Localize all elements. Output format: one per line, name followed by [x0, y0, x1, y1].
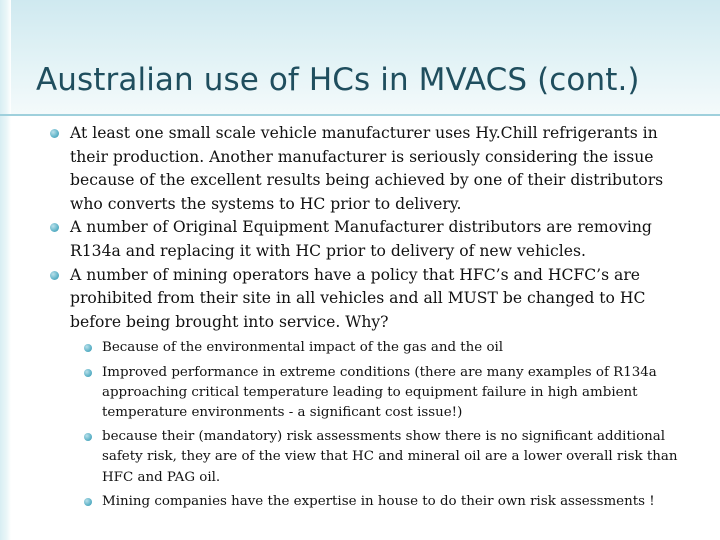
slide-title: Australian use of HCs in MVACS (cont.) — [36, 62, 640, 98]
bullet-text: At least one small scale vehicle manufacturer uses Hy.Chill refrigerants in their production. Another manufacturer is seriously considering the issue because of the excellent results being achieved by one of their distributors who converts the systems to HC prior to delivery. — [70, 124, 664, 213]
bullet-dot-icon — [50, 129, 59, 138]
bullet-dot-icon — [50, 271, 59, 280]
title-underline — [0, 114, 720, 116]
bullet-dot-icon — [50, 223, 59, 232]
bullet-text: A number of Original Equipment Manufacturer distributors are removing R134a and replacing it with HC prior to delivery of new vehicles. — [70, 218, 652, 260]
sub-bullet-item — [84, 492, 685, 512]
sub-bullet-text: Mining companies have the expertise in house to do their own risk assessments ! — [102, 493, 655, 509]
bullet-item — [50, 122, 685, 216]
sub-bullet-list — [84, 338, 685, 512]
sub-bullet-item — [84, 338, 685, 358]
sub-bullet-item — [84, 427, 685, 488]
bullet-dot-icon — [84, 344, 92, 352]
sub-bullet-text: because their (mandatory) risk assessments show there is no significant additional safety risk, they are of the view that HC and mineral oil are a lower overall risk than HFC and PAG oil. — [102, 429, 678, 485]
sub-bullet-text: Improved performance in extreme conditions (there are many examples of R134a approaching critical temperature leading to equipment failure in high ambient temperature environments - a significant cost issue!) — [102, 364, 657, 420]
sub-bullet-text: Because of the environmental impact of the gas and the oil — [102, 340, 504, 356]
bullet-list — [50, 122, 685, 512]
left-border — [0, 0, 11, 540]
bullet-dot-icon — [84, 433, 92, 441]
slide-body — [50, 122, 685, 516]
bullet-item — [50, 216, 685, 263]
sub-bullet-item — [84, 363, 685, 424]
bullet-dot-icon — [84, 369, 92, 377]
bullet-text: A number of mining operators have a policy that HFC’s and HCFC’s are prohibited from their site in all vehicles and all MUST be changed to HC before being brought into service. Why? — [70, 265, 646, 331]
bullet-dot-icon — [84, 498, 92, 506]
bullet-item — [50, 264, 685, 512]
